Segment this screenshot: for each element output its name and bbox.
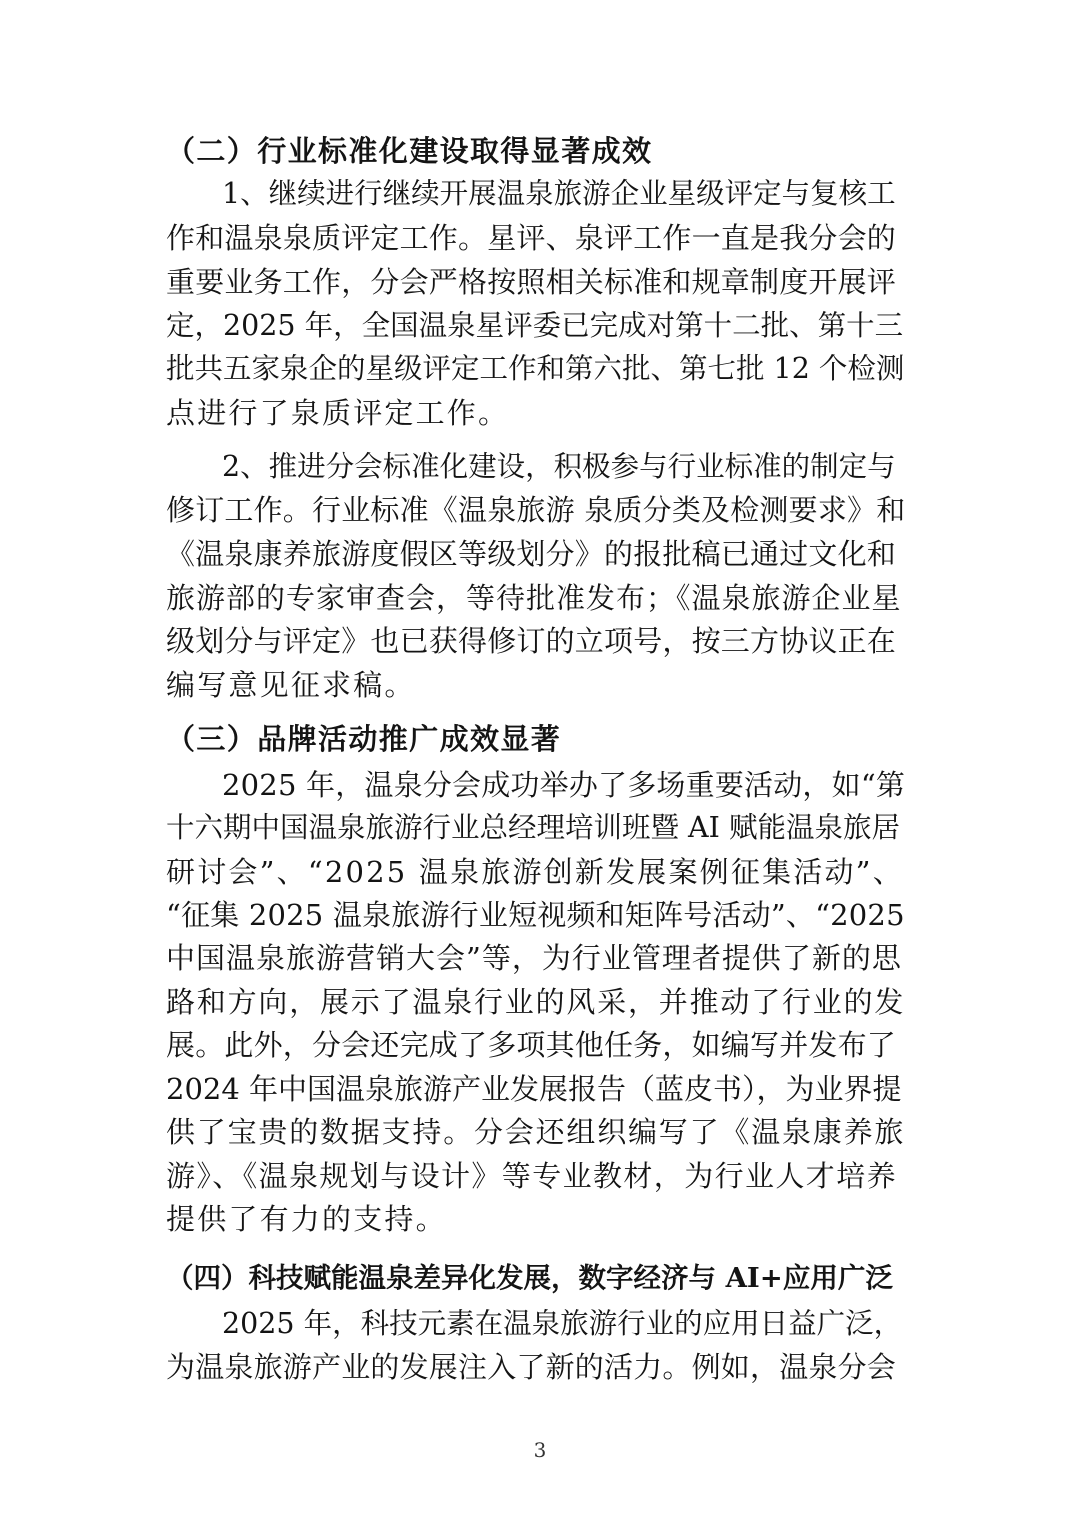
section-heading: （四）科技赋能温泉差异化发展，数字经济与 AI+应用广泛 [166,1262,893,1294]
paragraph-line: 2、推进分会标准化建设，积极参与行业标准的制定与 [222,450,896,483]
paragraph-line: 级划分与评定》也已获得修订的立项号，按三方协议正在 [166,624,897,658]
paragraph-line: 重要业务工作，分会严格按照相关标准和规章制度开展评 [166,265,897,299]
paragraph-line: 编写意见征求稿。 [166,668,416,702]
paragraph-line: 作和温泉泉质评定工作。星评、泉评工作一直是我分会的 [166,221,897,255]
paragraph-line: 2024 年中国温泉旅游产业发展报告（蓝皮书），为业界提 [166,1072,902,1106]
page-number: 3 [533,1438,547,1462]
paragraph-line: 路和方向，展示了温泉行业的风采，并推动了行业的发 [166,985,906,1019]
paragraph-line: 《温泉康养旅游度假区等级划分》的报批稿已通过文化和 [166,537,897,571]
paragraph-line: 展。此外，分会还完成了多项其他任务，如编写并发布了 [166,1028,897,1062]
paragraph-line: 2025 年，科技元素在温泉旅游行业的应用日益广泛， [222,1307,903,1340]
paragraph-line: 十六期中国温泉旅游行业总经理培训班暨 AI 赋能温泉旅居 [166,811,900,844]
paragraph-line: 为温泉旅游产业的发展注入了新的活力。例如，温泉分会 [166,1350,897,1384]
paragraph-line: 游》、《温泉规划与设计》等专业教材，为行业人才培养 [166,1159,898,1193]
paragraph-line: 批共五家泉企的星级评定工作和第六批、第七批 12 个检测 [166,352,905,385]
paragraph-line: 修订工作。行业标准《温泉旅游 泉质分类及检测要求》和 [166,493,906,527]
paragraph-line: 定，2025 年，全国温泉星评委已完成对第十二批、第十三 [166,309,904,342]
paragraph-line: 研讨会”、“2025 温泉旅游创新发展案例征集活动”、 [166,855,904,889]
paragraph-line: “征集 2025 温泉旅游行业短视频和矩阵号活动”、“2025 [166,898,905,932]
paragraph-line: 点进行了泉质评定工作。 [166,396,510,430]
paragraph-line: 供了宝贵的数据支持。分会还组织编写了《温泉康养旅 [166,1115,906,1149]
section-heading: （二）行业标准化建设取得显著成效 [166,134,653,168]
paragraph-line: 旅游部的专家审查会，等待批准发布；《温泉旅游企业星 [166,581,902,615]
paragraph-line: 2025 年，温泉分会成功举办了多场重要活动，如“第 [222,768,906,802]
paragraph-line: 提供了有力的支持。 [166,1202,447,1236]
section-heading: （三）品牌活动推广成效显著 [166,722,562,756]
paragraph-line: 1、继续进行继续开展温泉旅游企业星级评定与复核工 [222,177,896,210]
paragraph-line: 中国温泉旅游营销大会”等，为行业管理者提供了新的思 [166,941,902,975]
